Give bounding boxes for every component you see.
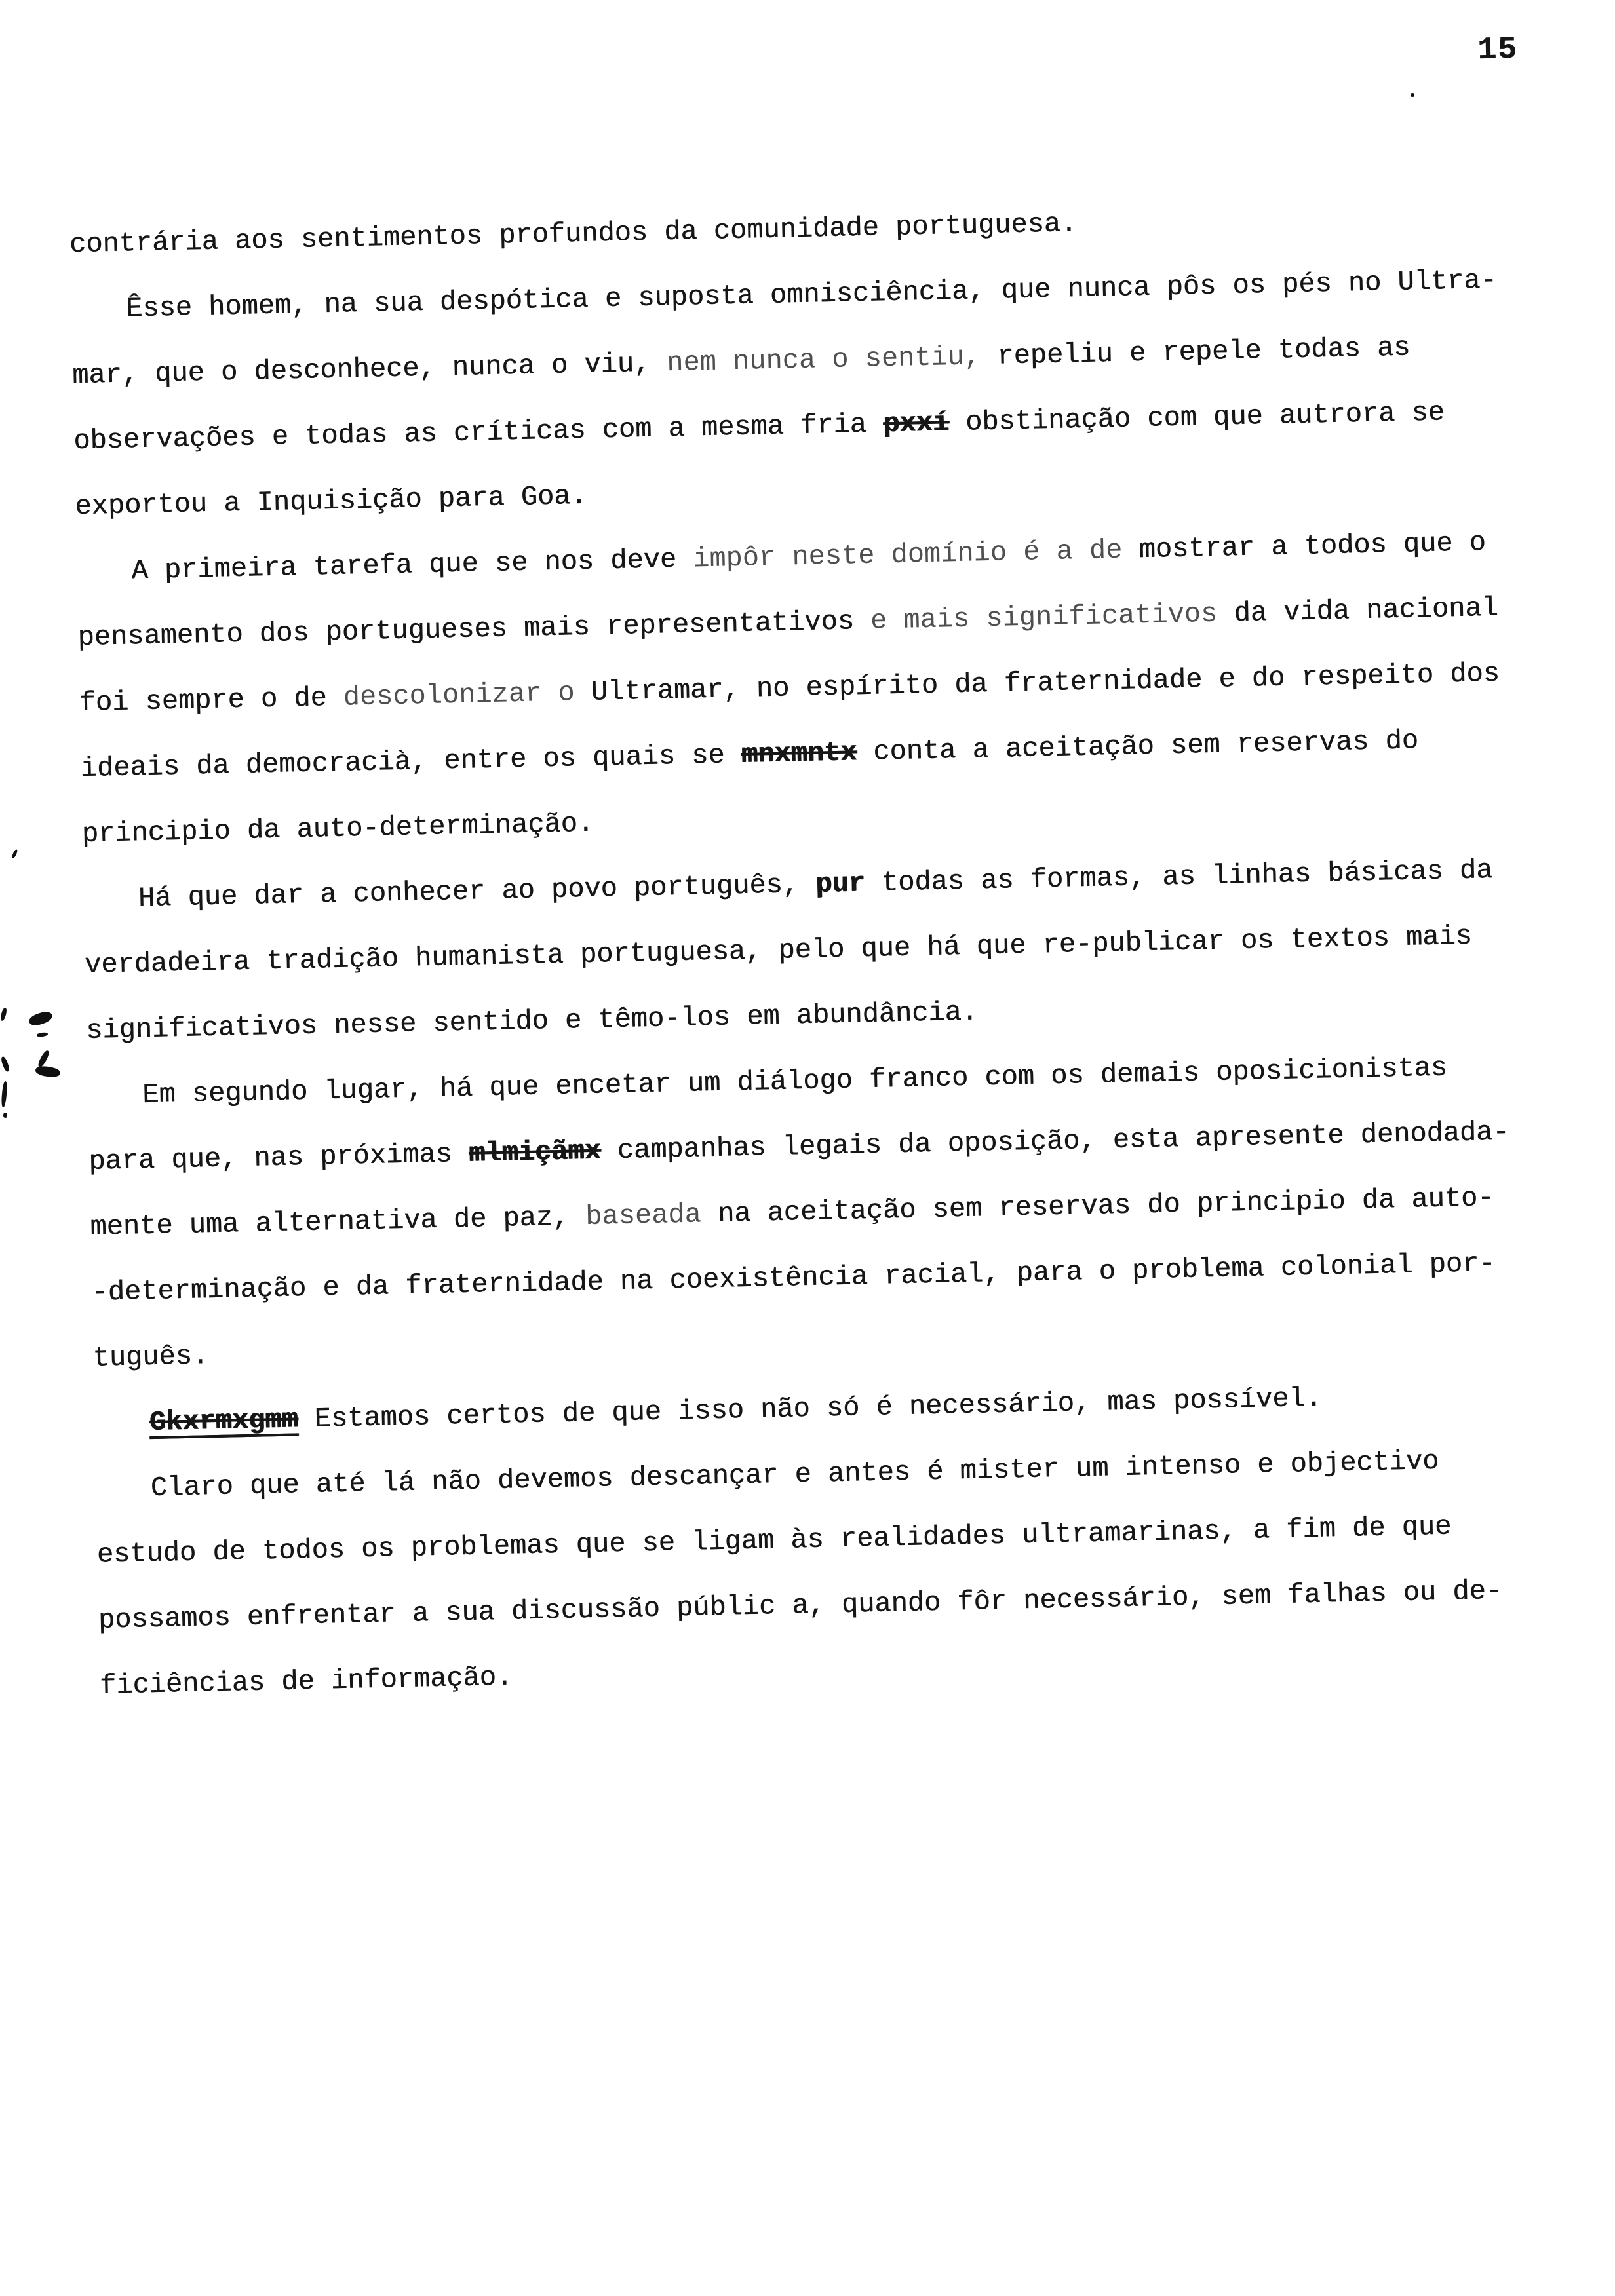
overtyped-text: pur — [815, 868, 866, 900]
ink-smudge — [3, 1113, 7, 1118]
text-segment: significativos nesse sentido e têmo-los em abundância. — [85, 996, 979, 1047]
text-segment: mostrar a todos que o — [1121, 527, 1487, 566]
text-segment: ficiências de informação. — [99, 1661, 513, 1702]
struck-out-text: pxxí — [882, 407, 950, 440]
struck-out-text: mnxmntx — [741, 737, 857, 771]
text-segment: estudo de todos os problemas que se ligam às realidades ultramarinas, a fim de que — [96, 1510, 1452, 1571]
text-segment: pensamento dos portugueses mais representativos — [77, 605, 871, 654]
text-segment: conta a aceitação sem reservas do — [856, 725, 1419, 769]
text-segment: mente uma alternativa de paz, — [89, 1201, 586, 1243]
text-segment: principio da auto-determinação. — [81, 807, 594, 851]
text-segment: Êsse homem, na sua despótica e suposta omnisciência, que nunca pôs os pés no Ultra- — [125, 264, 1498, 325]
text-segment: ideais da democracià, entre os quais se — [80, 739, 742, 785]
page-number: 15 — [1477, 31, 1519, 69]
faint-text-segment: descolonizar o — [343, 677, 575, 714]
faint-text-segment: impôr neste domínio é a de — [692, 534, 1123, 575]
text-segment: verdadeira tradição humanista portuguesa, pelo que há que re-publicar os textos mais — [84, 920, 1473, 982]
text-segment: campanhas legais da oposição, esta apresente denodada- — [600, 1116, 1509, 1167]
text-segment: observações e todas as críticas com a mesma fria — [73, 408, 884, 457]
faint-text-segment: e mais significativos — [870, 598, 1218, 637]
text-segment: contrária aos sentimentos profundos da comunidade portuguesa. — [69, 208, 1078, 261]
text-segment: -determinação e da fraternidade na coexistência racial, para o problema colonial por- — [91, 1248, 1496, 1309]
ink-smudge — [1411, 93, 1414, 97]
faint-text-segment: baseada — [585, 1198, 702, 1233]
text-segment: na aceitação sem reservas do principio da auto- — [701, 1182, 1494, 1231]
text-segment: Ultramar, no espírito da fraternidade e do respeito dos — [574, 657, 1500, 709]
text-segment: da vida nacional — [1216, 592, 1499, 630]
text-segment: Estamos certos de que isso não só é necessário, mas possível. — [298, 1382, 1323, 1436]
struck-out-text: Gkxrmxgmm — [149, 1404, 299, 1439]
text-segment: tuguês. — [92, 1340, 209, 1374]
text-segment: Há que dar a conhecer ao povo português, — [138, 868, 816, 915]
text-segment: A primeira tarefa que se nos deve — [131, 543, 693, 587]
text-segment: foi sempre o de — [79, 681, 344, 719]
text-segment: para que, nas próximas — [88, 1138, 469, 1177]
text-segment: exportou a Inquisição para Goa. — [74, 480, 588, 523]
faint-text-segment: nem nunca o sentiu, — [666, 341, 981, 379]
text-segment: repeliu e repele todas as — [980, 332, 1411, 373]
text-segment: obstinação com que autrora se — [948, 396, 1445, 439]
document-text — [69, 180, 1603, 1718]
text-segment: todas as formas, as linhas básicas da — [865, 854, 1493, 900]
text-segment: possamos enfrentar a sua discussão públic a, quando fôr necessário, sem falhas ou de- — [98, 1575, 1503, 1636]
text-segment: Claro que até lá não devemos descançar e antes é mister um intenso e objectivo — [150, 1445, 1439, 1504]
struck-out-text: mlmiçãmx — [468, 1135, 602, 1170]
text-segment: mar, que o desconhece, nunca o viu, — [71, 347, 667, 392]
text-segment: Em segundo lugar, há que encetar um diálogo franco com os demais oposicionistas — [142, 1052, 1448, 1111]
